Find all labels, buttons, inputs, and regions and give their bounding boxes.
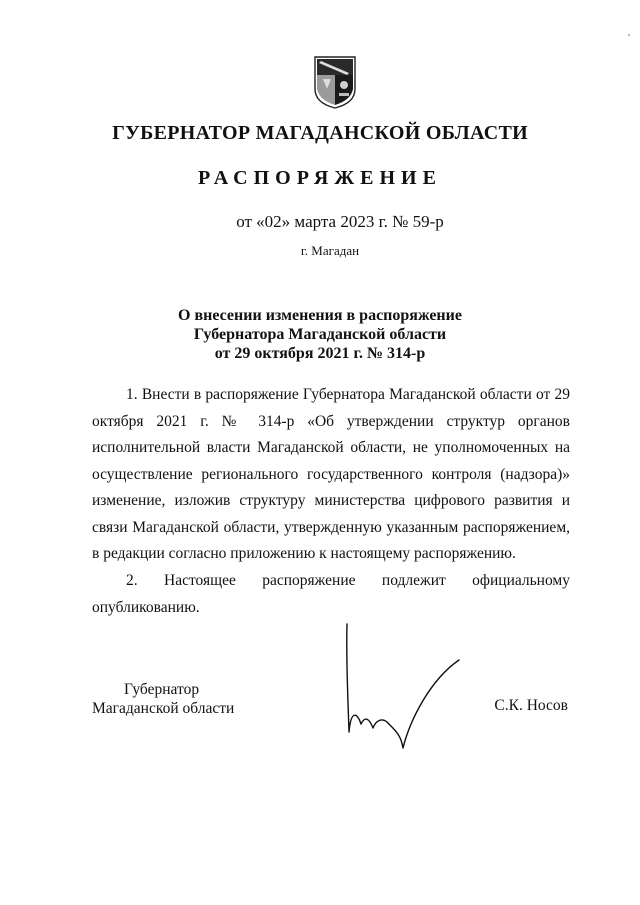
document-city: г. Магадан bbox=[300, 243, 360, 258]
signatory-name: С.К. Носов bbox=[494, 697, 568, 714]
scan-mark bbox=[628, 34, 630, 36]
signatory-role-line: Губернатор bbox=[124, 681, 200, 698]
body-paragraph-1: 1. Внести в распоряжение Губернатора Магаданской области от 29 октября 2021 г. № 314-р «Об утверждении структур органов исполнительной власти Магаданской области, не уполномоченных на осуществление регионального государственного контроля (надзора)» изменение, изложив структуру министерства цифрового развития и связи Магаданской области, утвержденную указанным распоряжением, в редакции согласно приложению к настоящему распоряжению. bbox=[92, 386, 570, 562]
subject-line: от 29 октября 2021 г. № 314-р bbox=[214, 345, 426, 362]
document-subject bbox=[0, 306, 640, 363]
subject-line: О внесении изменения в распоряжение bbox=[178, 307, 462, 324]
governor-title: ГУБЕРНАТОР МАГАДАНСКОЙ ОБЛАСТИ bbox=[112, 122, 528, 144]
document-date-number: от «02» марта 2023 г. № 59-р bbox=[236, 212, 444, 231]
subject-line: Губернатора Магаданской области bbox=[193, 326, 447, 343]
document-type: РАСПОРЯЖЕНИЕ bbox=[198, 167, 442, 189]
signatory-role-line: Магаданской области bbox=[92, 700, 235, 717]
coat-of-arms-icon bbox=[313, 55, 357, 110]
signatory-position bbox=[92, 680, 234, 718]
body-paragraph-2: 2. Настоящее распоряжение подлежит официальному опубликованию. bbox=[92, 572, 570, 616]
handwritten-signature bbox=[335, 620, 465, 750]
